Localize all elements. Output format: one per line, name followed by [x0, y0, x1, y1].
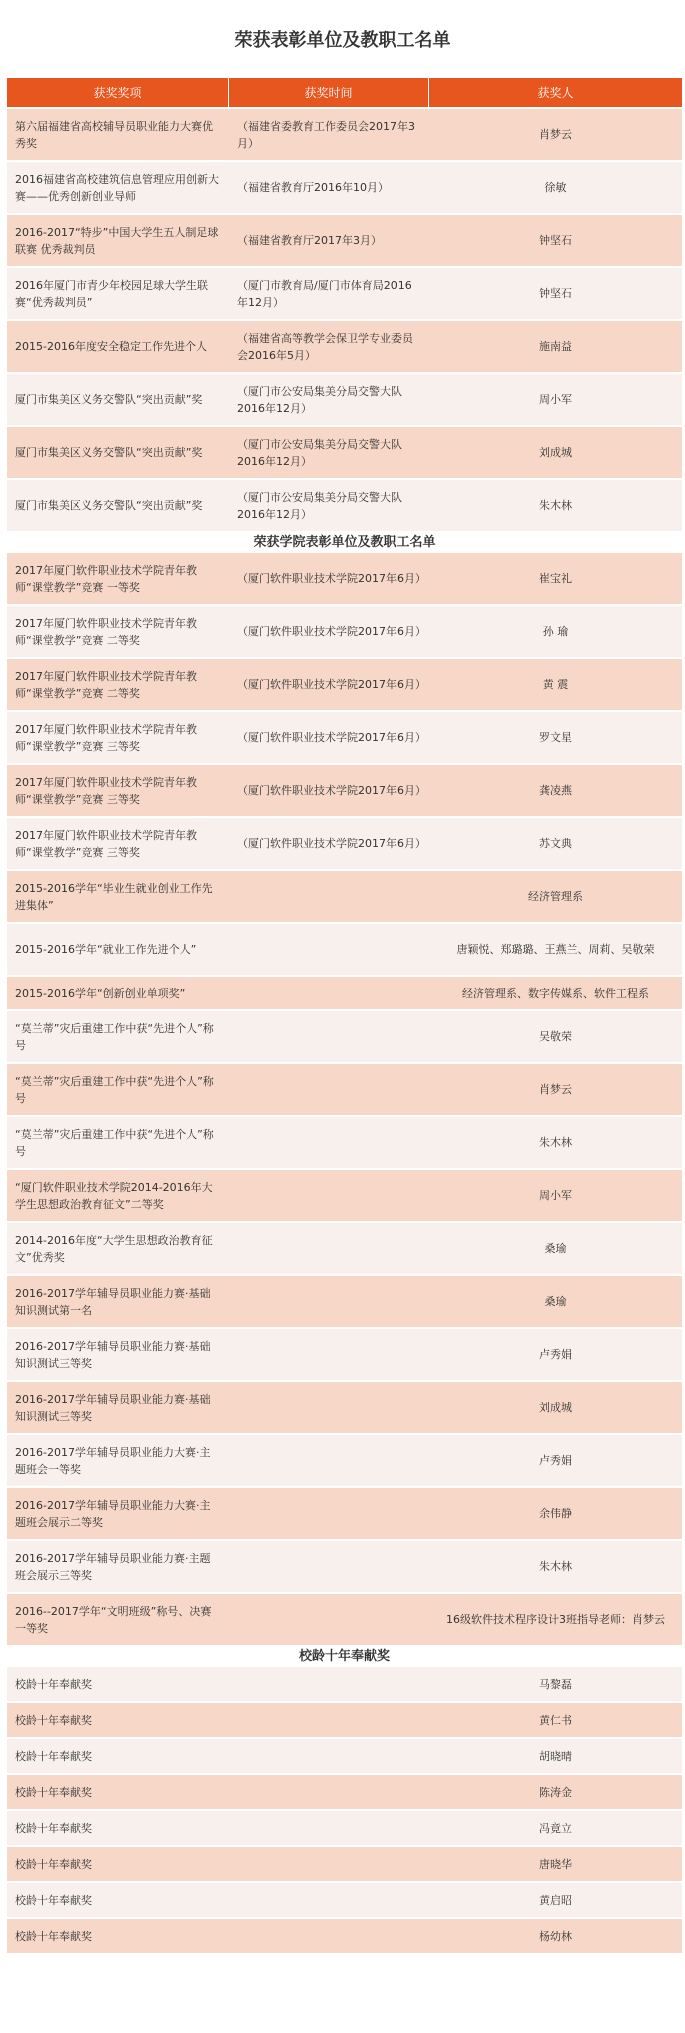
table-row — [7, 1009, 682, 1062]
time-cell — [229, 1917, 429, 1953]
person-cell: 孙 瑜 — [429, 604, 682, 657]
table-row — [7, 1773, 682, 1809]
time-cell — [229, 1845, 429, 1881]
person-cell: 崔宝礼 — [429, 551, 682, 604]
table-row — [7, 107, 682, 160]
time-cell — [229, 1701, 429, 1737]
time-cell: （福建省教育厅2016年10月） — [229, 160, 429, 213]
award-cell: 2016-2017“特步”中国大学生五人制足球联赛 优秀裁判员 — [7, 213, 229, 266]
section-heading-row — [7, 531, 682, 551]
header-award: 获奖奖项 — [7, 78, 229, 107]
person-cell: 马黎磊 — [429, 1665, 682, 1701]
table-row — [7, 1809, 682, 1845]
time-cell — [229, 1881, 429, 1917]
time-cell — [229, 975, 429, 1009]
time-cell — [229, 1115, 429, 1168]
table-row — [7, 1701, 682, 1737]
time-cell — [229, 1773, 429, 1809]
time-cell: （福建省教育厅2017年3月） — [229, 213, 429, 266]
person-cell: 肖梦云 — [429, 1062, 682, 1115]
table-row — [7, 1539, 682, 1592]
time-cell — [229, 1168, 429, 1221]
table-row — [7, 1592, 682, 1645]
table-row — [7, 319, 682, 372]
time-cell: （厦门市公安局集美分局交警大队2016年12月） — [229, 478, 429, 531]
time-cell: （厦门软件职业技术学院2017年6月） — [229, 604, 429, 657]
person-cell: 朱木林 — [429, 478, 682, 531]
table-row — [7, 975, 682, 1009]
award-cell: 2016-2017学年辅导员职业能力赛·主题班会展示三等奖 — [7, 1539, 229, 1592]
award-cell: 校龄十年奉献奖 — [7, 1701, 229, 1737]
time-cell: （厦门市公安局集美分局交警大队2016年12月） — [229, 372, 429, 425]
table-row — [7, 160, 682, 213]
header-person: 获奖人 — [429, 78, 682, 107]
table-row — [7, 266, 682, 319]
award-cell: 2015-2016学年“创新创业单项奖” — [7, 975, 229, 1009]
time-cell — [229, 1539, 429, 1592]
person-cell: 罗文星 — [429, 710, 682, 763]
award-cell: 2016--2017学年“文明班级”称号、决赛一等奖 — [7, 1592, 229, 1645]
person-cell: 桑瑜 — [429, 1221, 682, 1274]
award-cell: 2017年厦门软件职业技术学院青年教师“课堂教学”竞赛 二等奖 — [7, 604, 229, 657]
time-cell: （厦门市教育局/厦门市体育局2016年12月） — [229, 266, 429, 319]
time-cell: （厦门市公安局集美分局交警大队2016年12月） — [229, 425, 429, 478]
time-cell — [229, 1665, 429, 1701]
table-row — [7, 425, 682, 478]
person-cell: 刘成城 — [429, 1380, 682, 1433]
time-cell — [229, 1433, 429, 1486]
table-row — [7, 710, 682, 763]
table-row — [7, 816, 682, 869]
time-cell — [229, 1809, 429, 1845]
table-row — [7, 551, 682, 604]
award-cell: “莫兰蒂”灾后重建工作中获“先进个人”称号 — [7, 1062, 229, 1115]
person-cell: 钟坚石 — [429, 213, 682, 266]
person-cell: 龚凌燕 — [429, 763, 682, 816]
person-cell: 经济管理系、数字传媒系、软件工程系 — [429, 975, 682, 1009]
person-cell: 桑瑜 — [429, 1274, 682, 1327]
person-cell: 钟坚石 — [429, 266, 682, 319]
table-row — [7, 869, 682, 922]
award-cell: 校龄十年奉献奖 — [7, 1773, 229, 1809]
award-cell: 2016-2017学年辅导员职业能力赛·基础知识测试第一名 — [7, 1274, 229, 1327]
award-cell: 2017年厦门软件职业技术学院青年教师“课堂教学”竞赛 三等奖 — [7, 763, 229, 816]
table-body — [7, 107, 682, 1953]
table-row — [7, 1062, 682, 1115]
award-cell: 校龄十年奉献奖 — [7, 1737, 229, 1773]
award-cell: 校龄十年奉献奖 — [7, 1917, 229, 1953]
table-row — [7, 657, 682, 710]
award-cell: “莫兰蒂”灾后重建工作中获“先进个人”称号 — [7, 1009, 229, 1062]
award-cell: “莫兰蒂”灾后重建工作中获“先进个人”称号 — [7, 1115, 229, 1168]
award-cell: 2016-2017学年辅导员职业能力赛·基础知识测试三等奖 — [7, 1380, 229, 1433]
time-cell: （厦门软件职业技术学院2017年6月） — [229, 816, 429, 869]
section-heading-row — [7, 1645, 682, 1665]
table-row — [7, 1168, 682, 1221]
table-row — [7, 922, 682, 975]
page-title: 荣获表彰单位及教职工名单 — [234, 30, 451, 51]
person-cell: 朱木林 — [429, 1539, 682, 1592]
table-row — [7, 1433, 682, 1486]
time-cell — [229, 1009, 429, 1062]
person-cell: 苏文典 — [429, 816, 682, 869]
table-row — [7, 1881, 682, 1917]
time-cell — [229, 869, 429, 922]
time-cell: （福建省委教育工作委员会2017年3月） — [229, 107, 429, 160]
time-cell — [229, 1327, 429, 1380]
table-row — [7, 763, 682, 816]
time-cell — [229, 1737, 429, 1773]
person-cell: 黄启昭 — [429, 1881, 682, 1917]
award-cell: 2017年厦门软件职业技术学院青年教师“课堂教学”竞赛 一等奖 — [7, 551, 229, 604]
table-row — [7, 1380, 682, 1433]
table-row — [7, 1737, 682, 1773]
person-cell: 徐敏 — [429, 160, 682, 213]
award-cell: 厦门市集美区义务交警队“突出贡献”奖 — [7, 478, 229, 531]
person-cell: 唐晓华 — [429, 1845, 682, 1881]
time-cell — [229, 1221, 429, 1274]
section-heading: 荣获学院表彰单位及教职工名单 — [7, 531, 682, 551]
person-cell: 周小军 — [429, 372, 682, 425]
award-cell: 2017年厦门软件职业技术学院青年教师“课堂教学”竞赛 三等奖 — [7, 816, 229, 869]
time-cell — [229, 922, 429, 975]
award-cell: 校龄十年奉献奖 — [7, 1881, 229, 1917]
time-cell — [229, 1592, 429, 1645]
award-cell: 2015-2016学年“毕业生就业创业工作先进集体” — [7, 869, 229, 922]
section-heading: 校龄十年奉献奖 — [7, 1645, 682, 1665]
time-cell — [229, 1486, 429, 1539]
person-cell: 刘成城 — [429, 425, 682, 478]
awards-table — [7, 78, 682, 1953]
person-cell: 周小军 — [429, 1168, 682, 1221]
table-row — [7, 372, 682, 425]
award-cell: 2016-2017学年辅导员职业能力赛·基础知识测试三等奖 — [7, 1327, 229, 1380]
award-cell: 2015-2016年度安全稳定工作先进个人 — [7, 319, 229, 372]
header-row — [7, 78, 682, 107]
table-row — [7, 213, 682, 266]
time-cell: （厦门软件职业技术学院2017年6月） — [229, 657, 429, 710]
person-cell: 唐颖悦、郑璐璐、王燕兰、周莉、吴敬荣 — [429, 922, 682, 975]
person-cell: 余伟静 — [429, 1486, 682, 1539]
person-cell: 胡晓晴 — [429, 1737, 682, 1773]
award-cell: “厦门软件职业技术学院2014-2016年大学生思想政治教育征文”二等奖 — [7, 1168, 229, 1221]
person-cell: 朱木林 — [429, 1115, 682, 1168]
award-cell: 校龄十年奉献奖 — [7, 1845, 229, 1881]
award-cell: 2016福建省高校建筑信息管理应用创新大赛——优秀创新创业导师 — [7, 160, 229, 213]
time-cell: （福建省高等教学会保卫学专业委员会2016年5月） — [229, 319, 429, 372]
person-cell: 黄 震 — [429, 657, 682, 710]
table-row — [7, 1917, 682, 1953]
table-row — [7, 604, 682, 657]
table-row — [7, 1486, 682, 1539]
person-cell: 黄仁书 — [429, 1701, 682, 1737]
award-cell: 2017年厦门软件职业技术学院青年教师“课堂教学”竞赛 三等奖 — [7, 710, 229, 763]
person-cell: 肖梦云 — [429, 107, 682, 160]
header-time: 获奖时间 — [229, 78, 429, 107]
person-cell: 经济管理系 — [429, 869, 682, 922]
time-cell: （厦门软件职业技术学院2017年6月） — [229, 551, 429, 604]
person-cell: 卢秀娟 — [429, 1433, 682, 1486]
table-row — [7, 478, 682, 531]
time-cell — [229, 1274, 429, 1327]
award-cell: 2015-2016学年“就业工作先进个人” — [7, 922, 229, 975]
award-cell: 校龄十年奉献奖 — [7, 1665, 229, 1701]
time-cell: （厦门软件职业技术学院2017年6月） — [229, 763, 429, 816]
award-cell: 厦门市集美区义务交警队“突出贡献”奖 — [7, 372, 229, 425]
table-row — [7, 1845, 682, 1881]
table-header — [7, 78, 682, 107]
table-row — [7, 1327, 682, 1380]
award-cell: 第六届福建省高校辅导员职业能力大赛优秀奖 — [7, 107, 229, 160]
person-cell: 杨幼林 — [429, 1917, 682, 1953]
person-cell: 16级软件技术程序设计3班指导老师：肖梦云 — [429, 1592, 682, 1645]
person-cell: 冯竟立 — [429, 1809, 682, 1845]
time-cell — [229, 1062, 429, 1115]
time-cell: （厦门软件职业技术学院2017年6月） — [229, 710, 429, 763]
table-row — [7, 1665, 682, 1701]
award-cell: 2016年厦门市青少年校园足球大学生联赛“优秀裁判员” — [7, 266, 229, 319]
person-cell: 施南益 — [429, 319, 682, 372]
award-cell: 2017年厦门软件职业技术学院青年教师“课堂教学”竞赛 二等奖 — [7, 657, 229, 710]
person-cell: 吴敬荣 — [429, 1009, 682, 1062]
person-cell: 卢秀娟 — [429, 1327, 682, 1380]
table-row — [7, 1115, 682, 1168]
award-cell: 厦门市集美区义务交警队“突出贡献”奖 — [7, 425, 229, 478]
award-cell: 2016-2017学年辅导员职业能力大赛·主题班会展示二等奖 — [7, 1486, 229, 1539]
award-cell: 2016-2017学年辅导员职业能力大赛·主题班会一等奖 — [7, 1433, 229, 1486]
award-cell: 2014-2016年度“大学生思想政治教育征文”优秀奖 — [7, 1221, 229, 1274]
person-cell: 陈涛金 — [429, 1773, 682, 1809]
time-cell — [229, 1380, 429, 1433]
award-cell: 校龄十年奉献奖 — [7, 1809, 229, 1845]
table-row — [7, 1221, 682, 1274]
table-row — [7, 1274, 682, 1327]
